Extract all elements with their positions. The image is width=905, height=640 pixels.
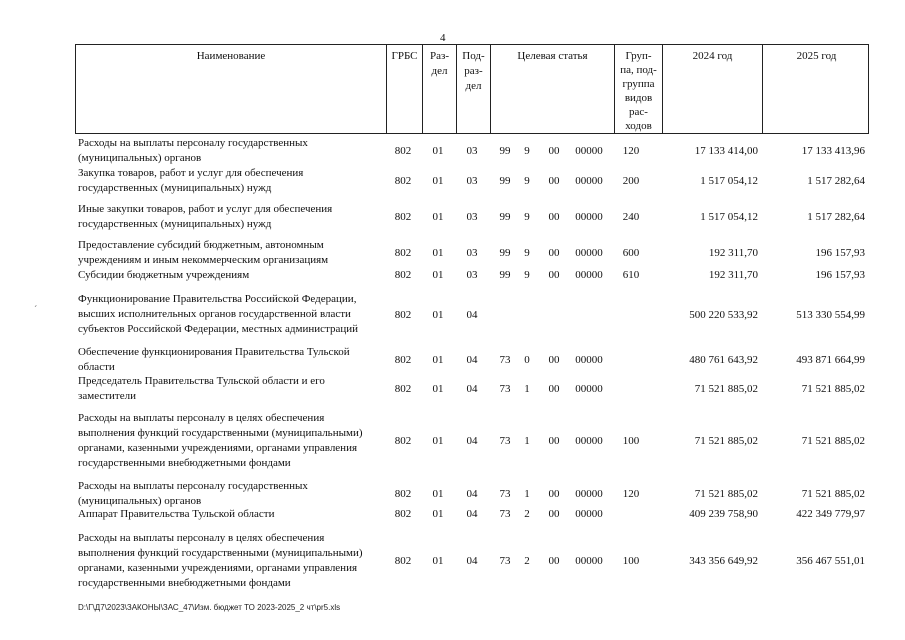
cell-cs1: 73 xyxy=(499,488,511,500)
cell-cs4: 00000 xyxy=(575,383,603,395)
cell-y2025: 17 133 413,96 xyxy=(801,145,865,157)
cell-grbs: 802 xyxy=(394,269,412,281)
cell-cs3: 00 xyxy=(548,175,560,187)
cell-y2024: 500 220 533,92 xyxy=(689,309,758,321)
cell-cs2: 9 xyxy=(524,175,530,187)
cell-rz: 01 xyxy=(432,269,444,281)
cell-y2024: 1 517 054,12 xyxy=(700,211,758,223)
cell-cs3: 00 xyxy=(548,435,560,447)
cell-cs4: 00000 xyxy=(575,211,603,223)
cell-vr: 600 xyxy=(622,247,640,259)
cell-grbs: 802 xyxy=(394,211,412,223)
cell-y2025: 356 467 551,01 xyxy=(796,555,865,567)
cell-cs2: 2 xyxy=(524,508,530,520)
page-number: 4 xyxy=(440,32,446,44)
cell-pr: 04 xyxy=(466,488,478,500)
row-name: Председатель Правительства Тульской области и его заместители xyxy=(78,375,325,402)
cell-y2024: 1 517 054,12 xyxy=(700,175,758,187)
cell-cs3: 00 xyxy=(548,383,560,395)
header-target: Целевая статья xyxy=(490,45,614,133)
row-name: Расходы на выплаты персоналу государственных (муниципальных) органов xyxy=(78,480,308,507)
row-name: Иные закупки товаров, работ и услуг для обеспечения государственных (муниципальных) нужд xyxy=(78,203,333,230)
cell-y2025: 422 349 779,97 xyxy=(796,508,865,520)
row-name: Расходы на выплаты персоналу в целях обеспечения выполнения функций государственными (муниципальными) органами, казенными учреждениями, органами управления государственными внебюджетными фондами xyxy=(78,412,363,469)
cell-rz: 01 xyxy=(432,508,444,520)
cell-y2025: 1 517 282,64 xyxy=(807,175,865,187)
cell-cs4: 00000 xyxy=(575,354,603,366)
cell-y2024: 192 311,70 xyxy=(708,247,758,259)
cell-y2024: 409 239 758,90 xyxy=(689,508,758,520)
cell-cs2: 1 xyxy=(524,383,530,395)
cell-pr: 03 xyxy=(466,269,478,281)
cell-cs4: 00000 xyxy=(575,247,603,259)
cell-cs3: 00 xyxy=(548,555,560,567)
cell-cs3: 00 xyxy=(548,354,560,366)
cell-rz: 01 xyxy=(432,354,444,366)
cell-pr: 04 xyxy=(466,383,478,395)
cell-cs1: 73 xyxy=(499,354,511,366)
cell-vr: 610 xyxy=(622,269,640,281)
header-name: Наименование xyxy=(196,50,266,62)
cell-cs4: 00000 xyxy=(575,145,603,157)
cell-cs4: 00000 xyxy=(575,555,603,567)
header-2025: 2025 год xyxy=(762,45,870,133)
row-name: Расходы на выплаты персоналу государственных (муниципальных) органов xyxy=(78,137,308,164)
cell-cs1: 99 xyxy=(499,211,511,223)
cell-cs3: 00 xyxy=(548,269,560,281)
cell-cs3: 00 xyxy=(548,247,560,259)
cell-cs4: 00000 xyxy=(575,508,603,520)
cell-pr: 03 xyxy=(466,175,478,187)
table-header xyxy=(75,44,869,134)
row-name: Субсидии бюджетным учреждениям xyxy=(78,269,250,281)
cell-grbs: 802 xyxy=(394,175,412,187)
cell-grbs: 802 xyxy=(394,383,412,395)
cell-rz: 01 xyxy=(432,383,444,395)
cell-grbs: 802 xyxy=(394,435,412,447)
cell-y2024: 71 521 885,02 xyxy=(694,435,758,447)
cell-rz: 01 xyxy=(432,247,444,259)
cell-vr: 240 xyxy=(622,211,640,223)
cell-y2024: 480 761 643,92 xyxy=(689,354,758,366)
row-name: Функционирование Правительства Российской Федерации, высших исполнительных органов государственной власти субъектов Российской Федерации, местных администраций xyxy=(78,293,359,335)
cell-y2024: 71 521 885,02 xyxy=(694,488,758,500)
cell-cs1: 73 xyxy=(499,555,511,567)
cell-cs3: 00 xyxy=(548,145,560,157)
cell-cs1: 73 xyxy=(499,508,511,520)
cell-cs1: 99 xyxy=(499,175,511,187)
cell-cs4: 00000 xyxy=(575,435,603,447)
cell-cs1: 73 xyxy=(499,435,511,447)
cell-rz: 01 xyxy=(432,309,444,321)
cell-rz: 01 xyxy=(432,435,444,447)
cell-y2025: 71 521 885,02 xyxy=(801,435,865,447)
cell-pr: 04 xyxy=(466,435,478,447)
cell-cs2: 9 xyxy=(524,247,530,259)
cell-cs1: 99 xyxy=(499,145,511,157)
cell-pr: 04 xyxy=(466,309,478,321)
header-2024: 2024 год xyxy=(662,45,762,133)
cell-pr: 03 xyxy=(466,145,478,157)
cell-cs2: 9 xyxy=(524,211,530,223)
cell-cs3: 00 xyxy=(548,488,560,500)
cell-cs2: 1 xyxy=(524,488,530,500)
cell-cs1: 99 xyxy=(499,247,511,259)
cell-cs4: 00000 xyxy=(575,488,603,500)
header-grbs: ГРБС xyxy=(386,45,422,133)
cell-cs2: 0 xyxy=(524,354,530,366)
cell-cs3: 00 xyxy=(548,508,560,520)
cell-grbs: 802 xyxy=(394,145,412,157)
row-name: Обеспечение функционирования Правительства Тульской области xyxy=(78,346,350,373)
cell-grbs: 802 xyxy=(394,309,412,321)
row-name: Расходы на выплаты персоналу в целях обеспечения выполнения функций государственными (муниципальными) органами, казенными учреждениями, органами управления государственными внебюджетными фондами xyxy=(78,532,363,589)
file-path: D:\Г\Д7\2023\ЗАКОНЫ\ЗАС_47\Изм. бюджет ТО 2023-2025_2 чт\pr5.xls xyxy=(78,603,341,612)
cell-cs1: 99 xyxy=(499,269,511,281)
cell-y2024: 71 521 885,02 xyxy=(694,383,758,395)
cell-rz: 01 xyxy=(432,488,444,500)
cell-rz: 01 xyxy=(432,175,444,187)
cell-grbs: 802 xyxy=(394,488,412,500)
cell-pr: 04 xyxy=(466,508,478,520)
cell-y2024: 343 356 649,92 xyxy=(689,555,758,567)
row-name: Закупка товаров, работ и услуг для обеспечения государственных (муниципальных) нужд xyxy=(78,167,304,194)
cell-cs4: 00000 xyxy=(575,175,603,187)
cell-grbs: 802 xyxy=(394,354,412,366)
cell-grbs: 802 xyxy=(394,508,412,520)
cell-y2025: 71 521 885,02 xyxy=(801,488,865,500)
cell-cs3: 00 xyxy=(548,211,560,223)
cell-rz: 01 xyxy=(432,211,444,223)
cell-y2025: 493 871 664,99 xyxy=(796,354,865,366)
cell-grbs: 802 xyxy=(394,555,412,567)
cell-vr: 120 xyxy=(622,488,640,500)
cell-y2025: 1 517 282,64 xyxy=(807,211,865,223)
cell-y2025: 513 330 554,99 xyxy=(796,309,865,321)
cell-cs4: 00000 xyxy=(575,269,603,281)
cell-cs2: 1 xyxy=(524,435,530,447)
cell-vr: 200 xyxy=(622,175,640,187)
cell-y2025: 196 157,93 xyxy=(815,247,865,259)
header-group: Груп- па, под- группа видов рас- ходов xyxy=(614,45,662,133)
cell-pr: 04 xyxy=(466,354,478,366)
cell-cs1: 73 xyxy=(499,383,511,395)
row-name: Предоставление субсидий бюджетным, автономным учреждениям и иным некоммерческим организациям xyxy=(78,239,329,266)
header-razdel: Раз- дел xyxy=(422,45,456,133)
cell-y2024: 17 133 414,00 xyxy=(694,145,758,157)
cell-y2025: 71 521 885,02 xyxy=(801,383,865,395)
cell-pr: 04 xyxy=(466,555,478,567)
cell-rz: 01 xyxy=(432,555,444,567)
cell-vr: 100 xyxy=(622,555,640,567)
header-podrazdel: Под- раз- дел xyxy=(456,45,490,133)
cell-y2024: 192 311,70 xyxy=(708,269,758,281)
cell-vr: 100 xyxy=(622,435,640,447)
margin-mark: ´ xyxy=(34,305,38,316)
cell-cs2: 9 xyxy=(524,145,530,157)
row-name: Аппарат Правительства Тульской области xyxy=(78,508,275,520)
cell-y2025: 196 157,93 xyxy=(815,269,865,281)
cell-grbs: 802 xyxy=(394,247,412,259)
cell-vr: 120 xyxy=(622,145,640,157)
cell-pr: 03 xyxy=(466,211,478,223)
cell-pr: 03 xyxy=(466,247,478,259)
cell-cs2: 2 xyxy=(524,555,530,567)
cell-cs2: 9 xyxy=(524,269,530,281)
cell-rz: 01 xyxy=(432,145,444,157)
